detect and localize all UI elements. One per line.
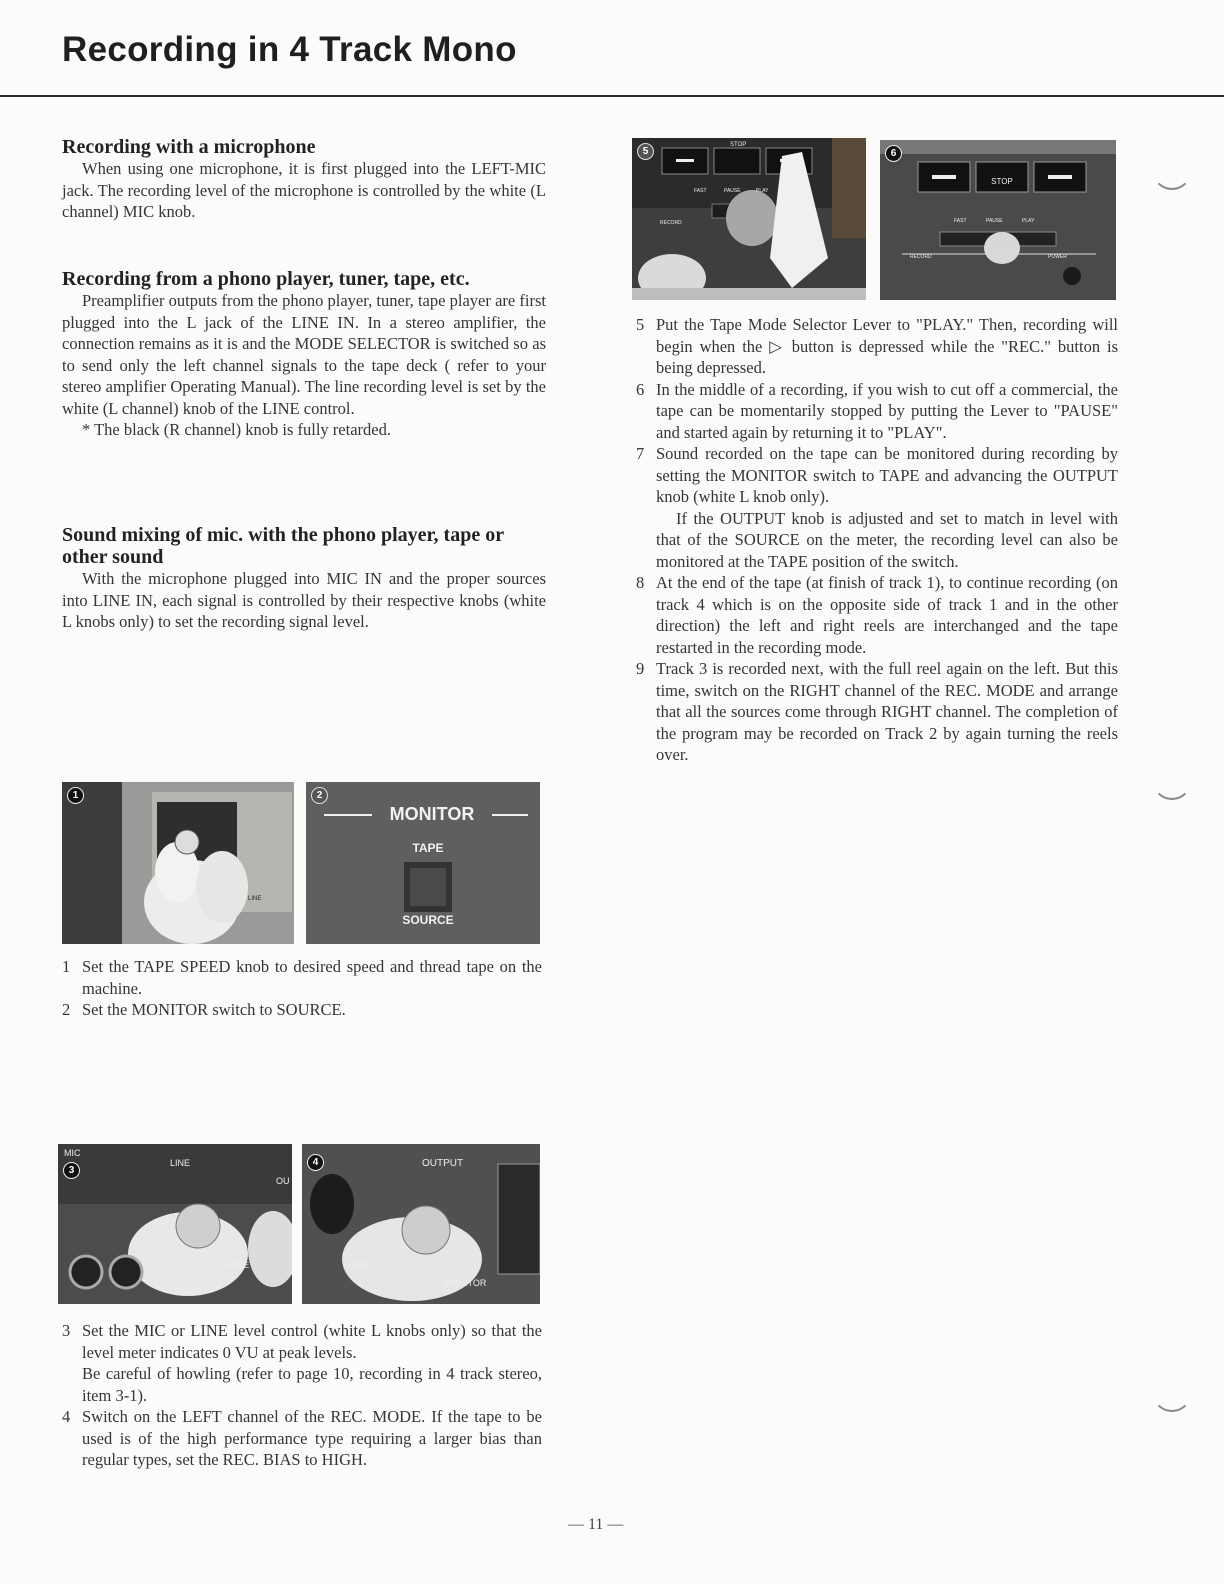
- photo-output-svg: [302, 1144, 540, 1304]
- photo-play-buttons: [632, 138, 866, 300]
- photo-label: RECORD: [660, 220, 682, 226]
- photo-label: RECORD: [910, 254, 932, 260]
- photo-label: OUTPUT: [422, 1158, 464, 1169]
- step-text: Set the TAPE SPEED knob to desired speed and thread tape on the machine.: [82, 957, 542, 998]
- photo-output-knob: [302, 1144, 540, 1304]
- step-number: 5: [636, 315, 645, 334]
- photo-monitor-svg: [306, 782, 540, 944]
- photo-tape-speed-knob: [62, 782, 294, 944]
- step-item: [636, 314, 1118, 379]
- step-text: Set the MIC or LINE level control (white L knobs only) so that the level meter indicates 0 VU at peak levels.: [82, 1321, 542, 1362]
- step-number: 9: [636, 659, 645, 678]
- binder-hole-mark: [1152, 760, 1192, 800]
- figure-badge: 4: [307, 1154, 324, 1171]
- binder-hole-mark: [1152, 150, 1192, 190]
- section-mixing: [62, 524, 546, 633]
- step-text-continued: Be careful of howling (refer to page 10, recording in 4 track stereo, item 3-1).: [82, 1364, 542, 1405]
- step-item: [636, 379, 1118, 444]
- photo-label: LINE: [248, 896, 262, 902]
- page-title: Recording in 4 Track Mono: [62, 30, 517, 69]
- photo-label: OU: [276, 1176, 290, 1186]
- step-text: Sound recorded on the tape can be monitored during recording by setting the MONITOR switch to TAPE and advancing the OUTPUT knob (white L knob only).: [656, 444, 1118, 506]
- section-body: When using one microphone, it is first plugged into the LEFT-MIC jack. The recording level of the microphone is controlled by the white (L channel) MIC knob.: [62, 159, 546, 221]
- photo-pause-lever: [880, 140, 1116, 300]
- section-heading: Recording from a phono player, tuner, tape, etc.: [62, 268, 470, 290]
- photo-label: PHON: [346, 1261, 370, 1270]
- steps-1-2: [62, 956, 542, 1021]
- photo-label: STOP: [991, 177, 1013, 186]
- photo-label: HONE: [226, 1261, 250, 1270]
- step-number: 6: [636, 379, 645, 399]
- steps-3-4: [62, 1320, 542, 1471]
- figure-badge: 2: [311, 787, 328, 804]
- step-text: In the middle of a recording, if you wish to cut off a commercial, the tape can be momentarily stopped by putting the Lever to "PAUSE" and started again by returning it to "PLAY".: [656, 379, 1118, 442]
- step-number: 8: [636, 573, 645, 592]
- photo-label: MONITOR: [389, 804, 475, 824]
- step-text: Set the MONITOR switch to SOURCE.: [82, 1000, 346, 1019]
- photo-label: POWER: [1048, 254, 1067, 260]
- section-body: With the microphone plugged into MIC IN and the proper sources into LINE IN, each signal is controlled by their respective knobs (white L knobs only) to set the recording signal level.: [62, 569, 546, 631]
- section-heading: Recording with a microphone: [62, 136, 316, 158]
- step-item: [636, 443, 1118, 572]
- step-number: 4: [62, 1407, 71, 1426]
- step-number: 3: [62, 1321, 71, 1340]
- section-phono: [62, 268, 546, 441]
- step-item: [636, 658, 1118, 766]
- step-text: Switch on the LEFT channel of the REC. MODE. If the tape to be used is of the high performance type requiring a larger bias than regular types, set the REC. BIAS to HIGH.: [82, 1407, 542, 1469]
- photo-label: PLAY: [756, 188, 769, 194]
- step-item: [62, 1406, 542, 1471]
- photo-label: SOURCE: [402, 913, 454, 927]
- step-number: 2: [62, 1000, 71, 1019]
- photo-label: PLAY: [1022, 218, 1035, 224]
- photo-play-buttons-svg: [632, 138, 866, 300]
- photo-label: LINE: [170, 1158, 191, 1168]
- photo-line-svg: [58, 1144, 292, 1304]
- step-number: 1: [62, 957, 71, 976]
- photo-label: R: [150, 1245, 156, 1254]
- photo-label: PAUSE: [724, 188, 741, 194]
- section-microphone: [62, 136, 546, 223]
- photo-pause-lever-svg: [880, 140, 1116, 300]
- steps-5-9: [636, 314, 1118, 766]
- photo-label: FAST: [954, 218, 967, 224]
- step-text: Track 3 is recorded next, with the full reel again on the left. But this time, switch on the RIGHT channel of the REC. MODE and arrange that all the sources come through RIGHT channel. The completion of the program may be recorded on Track 2 by again turning the reels over.: [656, 659, 1118, 764]
- photo-label: MONITOR: [444, 1278, 487, 1288]
- header-rule: [0, 95, 1224, 97]
- step-item: [636, 572, 1118, 658]
- photo-label: STOP: [730, 142, 747, 148]
- step-text-continued: If the OUTPUT knob is adjusted and set to match in level with that of the SOURCE on the meter, the recording level can also be monitored at the TAPE position of the switch.: [656, 508, 1118, 571]
- binder-hole-mark: [1152, 1372, 1192, 1412]
- step-item: [62, 1320, 542, 1406]
- step-item: [62, 999, 542, 1021]
- step-text: Put the Tape Mode Selector Lever to "PLAY." Then, recording will begin when the ▷ button is depressed while the "REC." button is being depressed.: [656, 315, 1118, 377]
- photo-label: FAST: [694, 188, 707, 194]
- figure-badge: 5: [637, 143, 654, 160]
- photo-line-knob: [58, 1144, 292, 1304]
- page-number: — 11 —: [568, 1516, 624, 1533]
- photo-label: TAPE: [412, 841, 444, 855]
- photo-tape-speed-svg: [62, 782, 294, 944]
- step-number: 7: [636, 444, 645, 463]
- step-text: At the end of the tape (at finish of track 1), to continue recording (on track 4 which is on the opposite side of track 1 and in the other direction) the left and right reels are interchanged and the tape restarted in the recording mode.: [656, 573, 1118, 657]
- figure-badge: 3: [63, 1162, 80, 1179]
- section-body: Preamplifier outputs from the phono player, tuner, tape player are first plugged into the L jack of the LINE IN. In a stereo amplifier, the connection remains as it is and the MODE SELECTOR is switched so as to send only the left channel signals to the tape deck ( refer to your stereo amplifier Operating Manual). The line recording level is set by the white (L channel) knob of the LINE control.: [62, 291, 546, 418]
- photo-label: PAUSE: [986, 218, 1003, 224]
- photo-label: MIC: [64, 1148, 81, 1158]
- photo-monitor-switch: [306, 782, 540, 944]
- figure-badge: 1: [67, 787, 84, 804]
- step-item: [62, 956, 542, 999]
- figure-badge: 6: [885, 145, 902, 162]
- section-heading: Sound mixing of mic. with the phono player, tape or other sound: [62, 524, 504, 568]
- section-note: * The black (R channel) knob is fully retarded.: [82, 420, 391, 439]
